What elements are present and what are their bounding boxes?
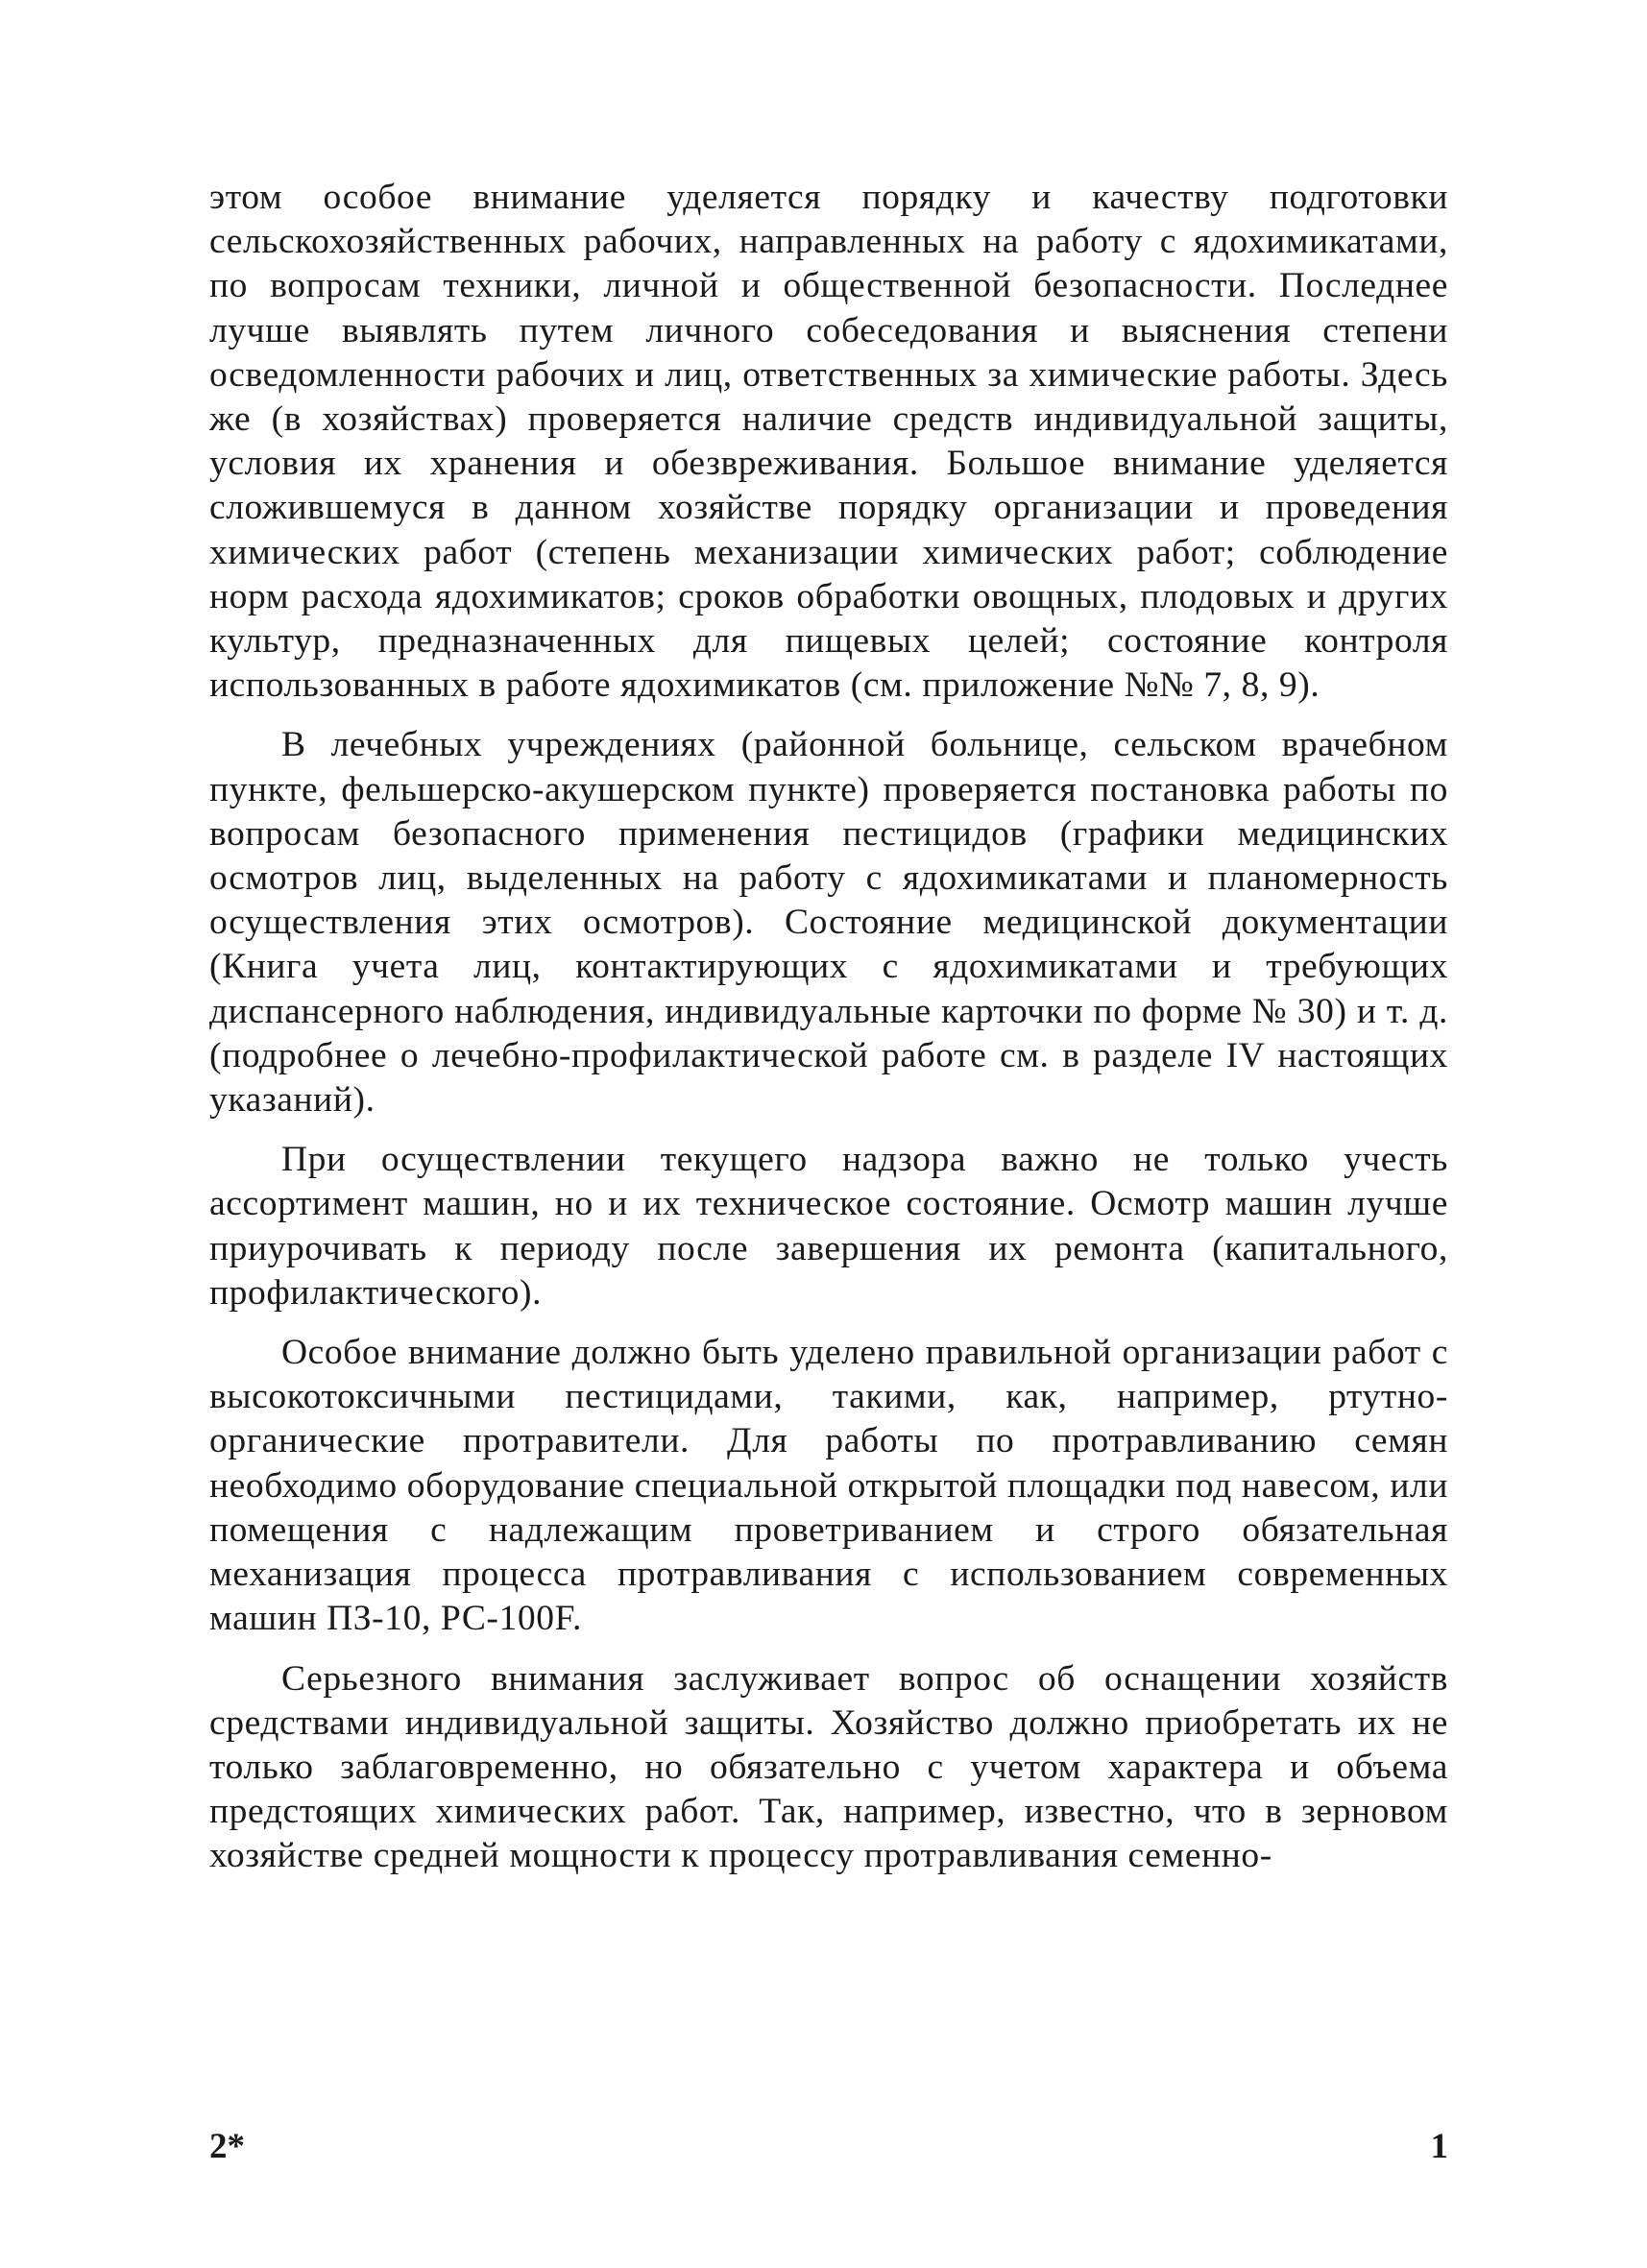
paragraph-1: этом особое внимание уделяется порядку и качеству подготовки сельскохозяйственных рабочих, направленных на работу с ядохимикатами, по вопросам техники, личной и общественной безопасности. Последнее лучше выявлять путем личного собеседования и выяснения степени осведомленности рабочих и лиц, ответственных за химические работы. Здесь же (в хозяйствах) проверяется наличие средств индивидуальной защиты, условия их хранения и обезвреживания. Большое внимание уделяется сложившемуся в данном хозяйстве порядку организации и проведения химических работ (степень механизации химических работ; соблюдение норм расхода ядохимикатов; сроков обработки овощных, плодовых и других культур, предназначенных для пищевых целей; состояние контроля использованных в работе ядохимикатов (см. приложение №№ 7, 8, 9). (209, 178, 1448, 706)
body-text (209, 176, 1448, 1894)
paragraph-2: В лечебных учреждениях (районной больнице, сельском врачебном пункте, фельшерско-акушерском пункте) проверяется постановка работы по вопросам безопасного применения пестицидов (графики медицинских осмотров лиц, выделенных на работу с ядохимикатами и планомерность осуществления этих осмотров). Состояние медицинской документации (Книга учета лиц, контактирующих с ядохимикатами и требующих диспансерного наблюдения, индивидуальные карточки по форме № 30) и т. д. (подробнее о лечебно-профилактической работе см. в разделе IV настоящих указаний). (209, 725, 1448, 1121)
page-number: 1 (1430, 2127, 1448, 2166)
paragraph-3: При осуществлении текущего надзора важно не только учесть ассортимент машин, но и их техническое состояние. Осмотр машин лучше приурочивать к периоду после завершения их ремонта (капитального, профилактического). (209, 1140, 1448, 1313)
paragraph-4: Особое внимание должно быть уделено правильной организации работ с высокотоксичными пестицидами, такими, как, например, ртутно-органические протравители. Для работы по протравливанию семян необходимо оборудование специальной открытой площадки под навесом, или помещения с надлежащим проветриванием и строго обязательная механизация процесса протравливания с использованием современных машин ПЗ-10, РС-100F. (209, 1333, 1448, 1639)
signature-mark: 2* (209, 2127, 245, 2166)
paragraph-5: Серьезного внимания заслуживает вопрос об оснащении хозяйств средствами индивидуальной защиты. Хозяйство должно приобретать их не только заблаговременно, но обязательно с учетом характера и объема предстоящих химических работ. Так, например, известно, что в зерновом хозяйстве средней мощности к процессу протравливания семенно- (209, 1658, 1448, 1876)
page-footer (209, 2126, 1448, 2174)
